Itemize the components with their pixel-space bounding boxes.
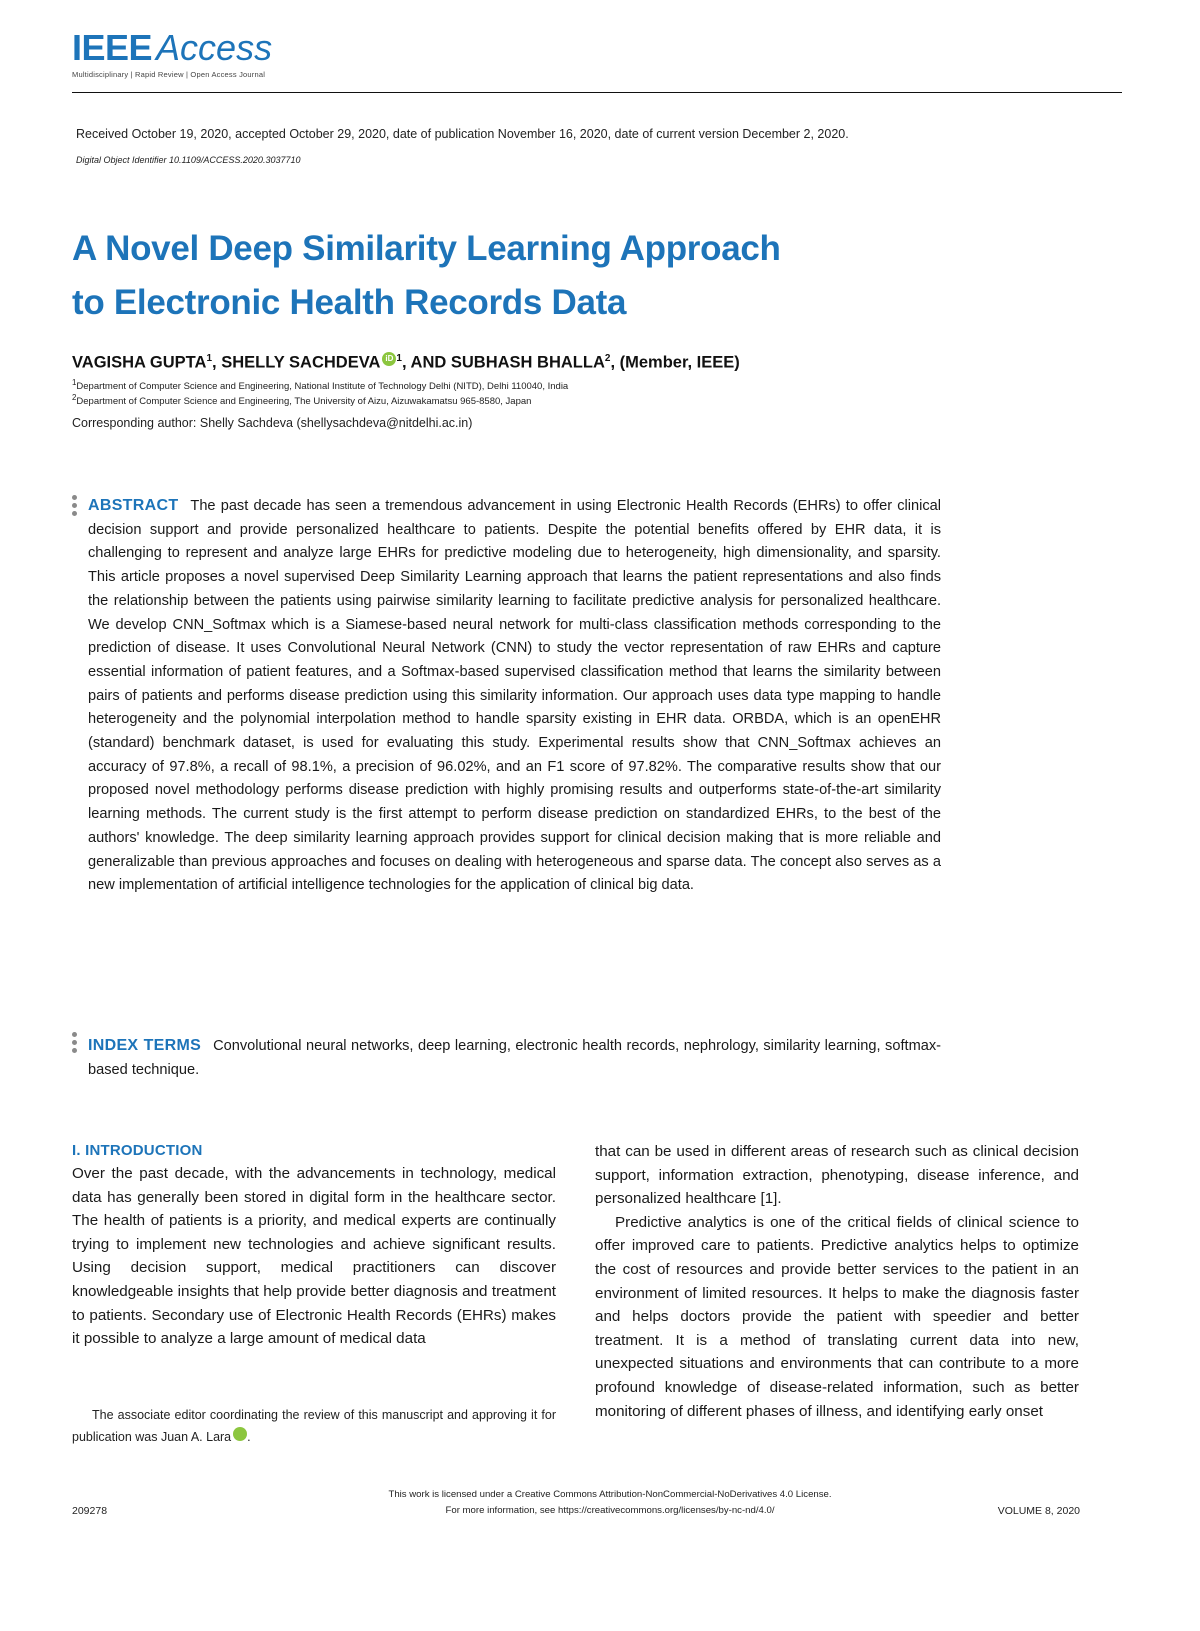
editor-footnote bbox=[72, 1404, 556, 1448]
affiliation-1-text: Department of Computer Science and Engineering, National Institute of Technology Delhi (NITD), Delhi 110040, India bbox=[76, 381, 569, 393]
section-heading-introduction: I. INTRODUCTION bbox=[72, 1142, 203, 1159]
logo-ieee-text: IEEE bbox=[72, 27, 153, 68]
index-terms-block bbox=[88, 1034, 941, 1082]
author-2-affil: 1 bbox=[396, 353, 402, 364]
logo-access-text: Access bbox=[156, 27, 273, 68]
intro-paragraph-1: Over the past decade, with the advancements in technology, medical data has generally been stored in digital form in the healthcare sector. The health of patients is a priority, and medical experts are continually trying to implement new technologies and achieve significant results. Using decision support, medical practitioners can discover knowledgeable insights that help provide better diagnosis and treatment to patients. Secondary use of Electronic Health Records (EHRs) makes it possible to analyze a large amount of medical data bbox=[72, 1165, 556, 1348]
index-terms-label: INDEX TERMS bbox=[88, 1037, 202, 1054]
orcid-icon[interactable]: iD bbox=[233, 1427, 247, 1441]
left-column bbox=[72, 1140, 556, 1351]
license-line-1: This work is licensed under a Creative Commons Attribution-NonCommercial-NoDerivatives 4.0 License. bbox=[388, 1489, 832, 1500]
abstract-dots-icon bbox=[72, 495, 78, 519]
corresponding-author: Corresponding author: Shelly Sachdeva (shellysachdeva@nitdelhi.ac.in) bbox=[72, 416, 473, 430]
right-column bbox=[595, 1140, 1079, 1423]
orcid-icon[interactable]: iD bbox=[382, 352, 396, 366]
header-divider bbox=[72, 92, 1122, 93]
license-notice bbox=[240, 1487, 980, 1519]
abstract-label: ABSTRACT bbox=[88, 497, 179, 514]
journal-logo bbox=[72, 28, 372, 92]
doi-line: Digital Object Identifier 10.1109/ACCESS.2020.3037710 bbox=[76, 155, 301, 165]
volume-label: VOLUME 8, 2020 bbox=[997, 1505, 1080, 1517]
index-terms-dots-icon bbox=[72, 1032, 78, 1056]
author-list bbox=[72, 352, 1072, 373]
author-1: VAGISHA GUPTA bbox=[72, 353, 207, 372]
affiliation-1 bbox=[72, 378, 972, 392]
logo-tagline: Multidisciplinary | Rapid Review | Open Access Journal bbox=[72, 70, 266, 79]
index-terms-text: Convolutional neural networks, deep learning, electronic health records, nephrology, similarity learning, softmax-based technique. bbox=[88, 1038, 941, 1078]
author-1-affil: 1 bbox=[206, 353, 213, 364]
title-line-2: to Electronic Health Records Data bbox=[72, 283, 627, 322]
intro-paragraph-2: Predictive analytics is one of the critical fields of clinical science to offer improved care to patients. Predictive analytics helps to optimize the cost of resources and provide better services to the patient in an environment of limited resources. It helps to make the diagnosis faster and helps doctors provide the patient with speedier and better treatment. It is a method of translating current data into new, unexpected situations and environments that can contribute to a more profound knowledge of disease-related information, such as better monitoring of different phases of illness, and identifying early onset bbox=[595, 1213, 1079, 1420]
author-3-membership: , (Member, IEEE) bbox=[610, 353, 740, 372]
affiliation-2-text: Department of Computer Science and Engineering, The University of Aizu, Aizuwakamatsu 965-8580, Japan bbox=[76, 396, 532, 408]
abstract-text: The past decade has seen a tremendous advancement in using Electronic Health Records (EHRs) to offer clinical decision support and provide personalized healthcare to patients. Despite the potential benefits offered by EHR data, it is challenging to represent and analyze large EHRs for predictive modeling due to heterogeneity, high dimensionality, and sparsity. This article proposes a novel supervised Deep Similarity Learning approach that learns the patient representations and also finds the relationship between the patients using pairwise similarity learning to facilitate predictive analysis for personalized healthcare. We develop CNN_Softmax which is a Siamese-based neural network for multi-class classification methods corresponding to the prediction of disease. It uses Convolutional Neural Network (CNN) to study the vector representation of raw EHRs and capture essential information of patient features, and a Softmax-based supervised classification method that learns the similarity between pairs of patients and performs disease prediction using this similarity information. Our approach uses data type mapping to handle heterogeneity and the polynomial interpolation method to handle sparsity existing in EHR data. ORBDA, which is an openEHR (standard) benchmark dataset, is used for evaluating this study. Experimental results show that CNN_Softmax achieves an accuracy of 97.8%, a recall of 98.1%, a precision of 96.02%, and an F1 score of 97.82%. The comparative results show that our proposed novel methodology performs disease prediction with highly promising results and outperforms state-of-the-art similarity learning methods. The current study is the first attempt to perform disease prediction on standardized EHRs, to the best of the authors' knowledge. The deep similarity learning approach provides support for clinical decision making that is more reliable and generalizable than previous approaches and focuses on dealing with heterogeneous and sparse data. The concept also serves as a new implementation of artificial intelligence technologies for the application of clinical big data. bbox=[88, 498, 941, 894]
page-number: 209278 bbox=[72, 1505, 108, 1517]
author-2: SHELLY SACHDEVA bbox=[221, 353, 381, 372]
license-link[interactable]: For more information, see https://creativecommons.org/licenses/by-nc-nd/4.0/ bbox=[445, 1505, 775, 1516]
author-3: SUBHASH BHALLA bbox=[450, 353, 605, 372]
affiliation-1-number: 1 bbox=[72, 378, 77, 387]
affiliation-2 bbox=[72, 393, 972, 407]
affiliation-2-number: 2 bbox=[72, 393, 77, 402]
footnote-text: The associate editor coordinating the review of this manuscript and approving it for publication was Juan A. Lara bbox=[72, 1408, 556, 1444]
author-3-affil: 2 bbox=[604, 353, 611, 364]
title-line-1: A Novel Deep Similarity Learning Approach bbox=[72, 229, 781, 268]
footnote-end: . bbox=[247, 1430, 251, 1444]
paper-title bbox=[72, 222, 1052, 330]
received-dates: Received October 19, 2020, accepted October 29, 2020, date of publication November 16, 2020, date of current version December 2, 2020. bbox=[76, 127, 849, 141]
intro-paragraph-1-continued: that can be used in different areas of research such as clinical decision support, information extraction, phenotyping, disease inference, and personalized healthcare [1]. bbox=[595, 1143, 1079, 1208]
abstract-block bbox=[88, 494, 941, 898]
author-separator: , AND bbox=[401, 353, 451, 372]
author-separator: , bbox=[212, 353, 222, 372]
